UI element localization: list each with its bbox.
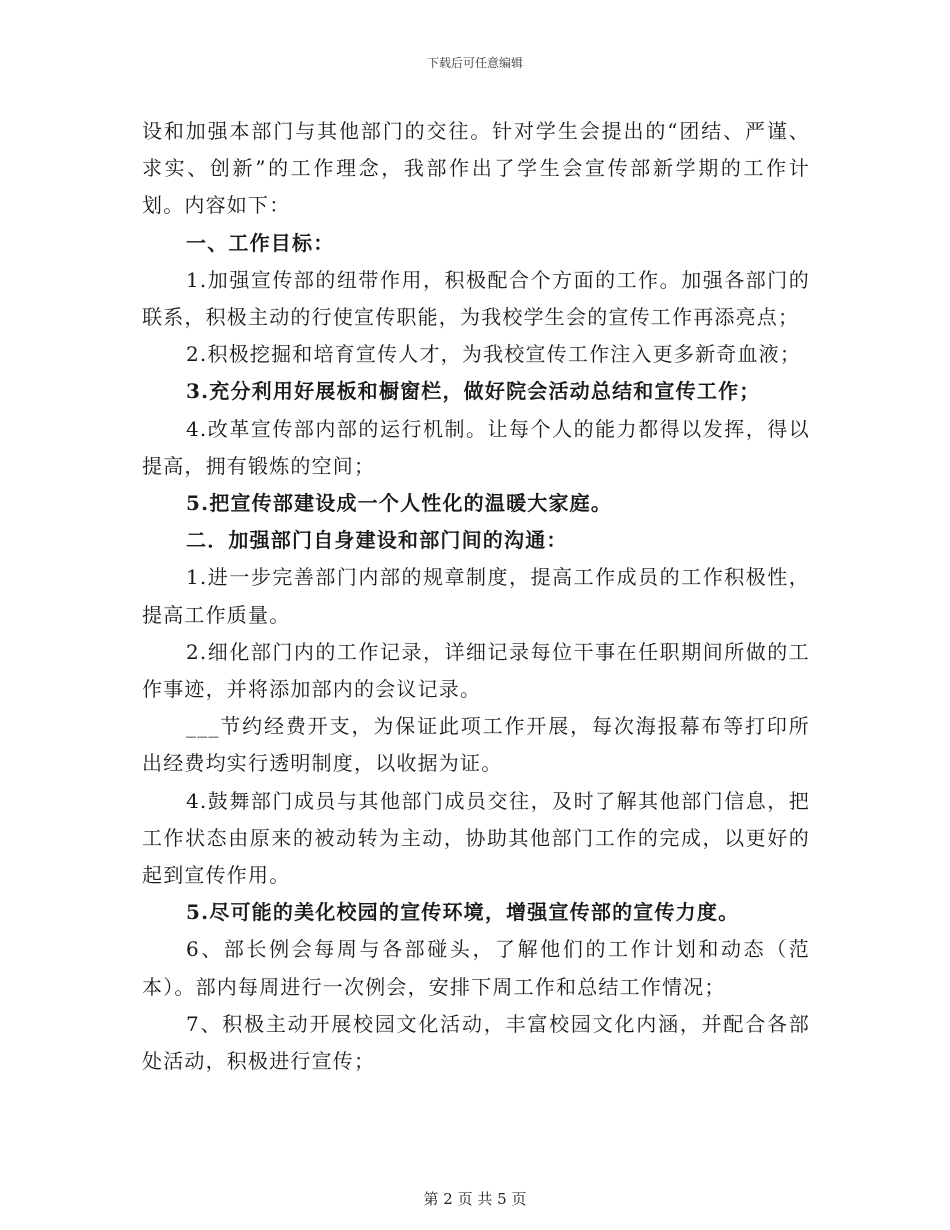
paragraph-goal-4: 4.改革宣传部内部的运行机制。让每个人的能力都得以发挥，得以提高，拥有锻炼的空间； <box>142 416 810 478</box>
paragraph-goal-1: 1.加强宣传部的纽带作用，积极配合个方面的工作。加强各部门的联系，积极主动的行使宣传职能，为我校学生会的宣传工作再添亮点； <box>142 267 810 330</box>
paragraph-comm-2: 2.细化部门内的工作记录，详细记录每位干事在任职期间所做的工作事迹，并将添加部内的会议记录。 <box>142 639 810 702</box>
paragraph-goal-3: 3.充分利用好展板和橱窗栏，做好院会活动总结和宣传工作； <box>186 379 761 404</box>
page-header: 下载后可任意编辑 <box>426 56 523 70</box>
section-heading-communication: 二．加强部门自身建设和部门间的沟通： <box>186 528 568 553</box>
paragraph-intro-continuation: 设和加强本部门与其他部门的交往。针对学生会提出的“团结、严谨、求实、创新”的工作理念，我部作出了学生会宣传部新学期的工作计划。内容如下： <box>142 119 810 218</box>
page-footer: 第 2 页 共 5 页 <box>423 1190 527 1208</box>
paragraph-comm-3: ___节约经费开支，为保证此项工作开展，每次海报幕布等打印所出经费均实行透明制度，以收据为证。 <box>142 714 810 776</box>
paragraph-comm-6: 6、部长例会每周与各部碰头，了解他们的工作计划和动态（范本）。部内每周进行一次例会，安排下周工作和总结工作情况； <box>142 937 810 999</box>
paragraph-goal-5: 5.把宣传部建设成一个人性化的温暖大家庭。 <box>186 491 613 516</box>
paragraph-goal-2: 2.积极挖掘和培育宣传人才，为我校宣传工作注入更多新奇血液； <box>186 342 802 367</box>
document-body <box>142 113 810 1080</box>
paragraph-comm-5: 5.尽可能的美化校园的宣传环境，增强宣传部的宣传力度。 <box>186 900 740 925</box>
paragraph-comm-7: 7、积极主动开展校园文化活动，丰富校园文化内涵，并配合各部处活动，积极进行宣传； <box>142 1011 810 1074</box>
section-heading-goals: 一、工作目标： <box>186 230 335 255</box>
paragraph-comm-1: 1.进一步完善部门内部的规章制度，提高工作成员的工作积极性，提高工作质量。 <box>142 565 810 627</box>
paragraph-comm-4: 4.鼓舞部门成员与其他部门成员交往，及时了解其他部门信息，把工作状态由原来的被动转为主动，协助其他部门工作的完成，以更好的起到宣传作用。 <box>142 788 810 888</box>
